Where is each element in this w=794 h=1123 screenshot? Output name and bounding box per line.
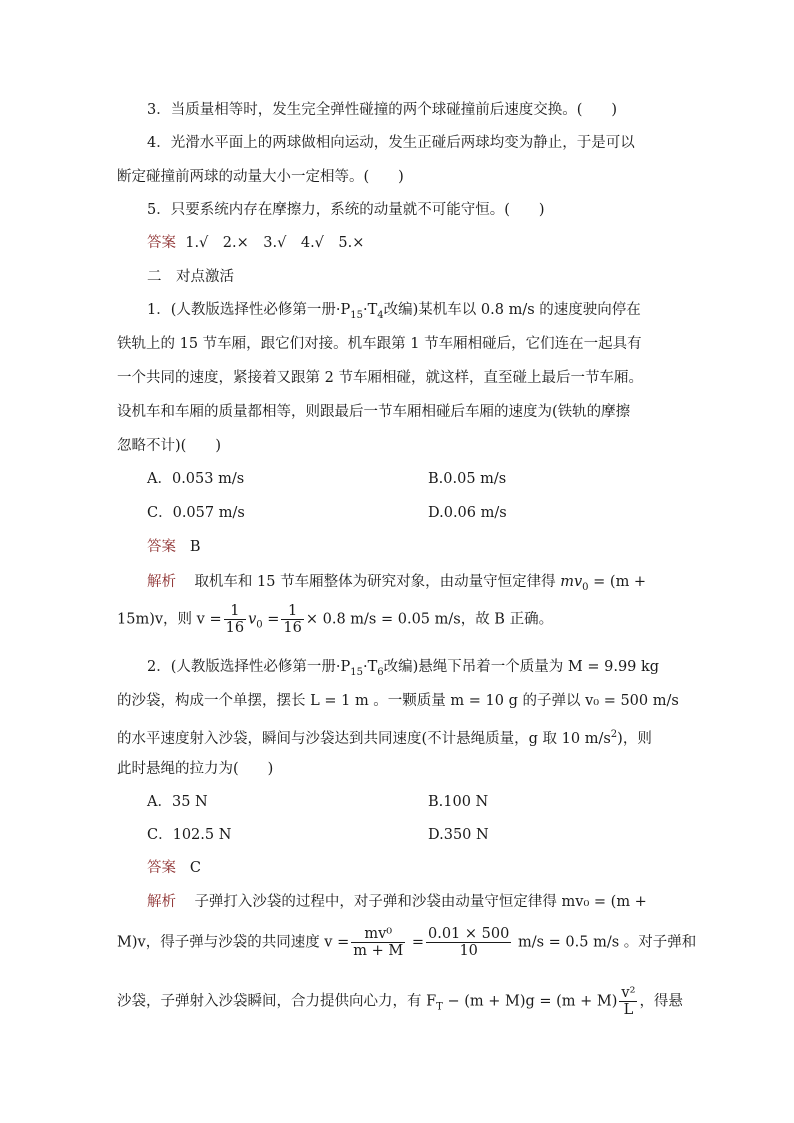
fraction: $\frac{1}{16}$ (225, 603, 245, 636)
problem-2-line3: 的水平速度射入沙袋，瞬间与沙袋达到共同速度(不计悬绳质量，g 取 10 $m/s^2$)，则 (117, 729, 652, 747)
judge-item-4-line2: 断定碰撞前两球的动量大小一定相等。( ) (117, 169, 404, 185)
problem-1-answer (147, 537, 707, 557)
problem-2-line2: 的沙袋，构成一个单摆，摆长 L = 1 m 。一颗质量 m = 10 g 的子弹以 v₀ = 500 m/s (117, 693, 679, 709)
analysis-label: 解析 (147, 894, 176, 910)
problem-2-analysis-line1: 解析 子弹打入沙袋的过程中，对子弹和沙袋由动量守恒定律得 mv₀ = (m + (147, 894, 647, 910)
judge-item-4-line1: 4．光滑水平面上的两球做相向运动，发生正碰后两球均变为静止，于是可以 (147, 135, 635, 151)
problem-1-line5: 忽略不计)( ) (117, 438, 221, 454)
problem-2-line4: 此时悬绳的拉力为( ) (117, 761, 274, 777)
judge-item-3: 3．当质量相等时，发生完全弹性碰撞的两个球碰撞前后速度交换。( ) (147, 102, 618, 118)
judge-answer (147, 233, 707, 253)
problem-1-line3: 一个共同的速度，紧接着又跟第 2 节车厢相碰，就这样，直至碰上最后一节车厢。 (117, 370, 643, 386)
problem-1-stem: 1．(人教版选择性必修第一册$\cdot P_{15}\cdot T_4$改编)某机车以 0.8 m/s 的速度驶向停在 (147, 302, 641, 321)
problem-2-analysis-line2: M)v，得子弹与沙袋的共同速度 v = $\frac{\text{mv⁰}}{m + M}$ = $\frac{0.01 \times 500}{10}$ m/s = 0.5 m/s 。对子弹和 (117, 926, 697, 959)
answer-label: 答案 (147, 539, 176, 555)
problem-1-option-d: D.0.06 m/s (428, 505, 507, 521)
problem-1-line4: 设机车和车厢的质量都相等，则跟最后一节车厢相碰后车厢的速度为(铁轨的摩擦 (117, 404, 631, 420)
answer-value: C (189, 860, 201, 876)
problem-1-option-c: C．0.057 m/s (147, 505, 245, 521)
problem-2-option-b: B.100 N (428, 794, 489, 810)
problem-2-stem: 2．(人教版选择性必修第一册$\cdot P_{15}\cdot T_6$改编)悬绳下吊着一个质量为 M = 9.99 kg (147, 659, 660, 678)
problem-2-analysis-line3: 沙袋，子弹射入沙袋瞬间，合力提供向心力，有 $F_T - (m + M)g = (m + M)$ $\frac{\text{v²}}{L}$ ，得悬 (117, 985, 683, 1018)
fraction: $\frac{\text{v²}}{L}$ (621, 985, 636, 1018)
answer-text: 1.√ 2.× 3.√ 4.√ 5.× (185, 235, 365, 251)
problem-1-analysis-line2: 15m)v，则 v = $\frac{1}{16}$ $v_0$ = $\frac{1}{16}$ × 0.8 m/s = 0.05 m/s，故 B 正确。 (117, 603, 554, 636)
analysis-label: 解析 (147, 574, 176, 590)
fraction: $\frac{1}{16}$ (283, 603, 302, 636)
problem-2-answer (147, 858, 707, 878)
problem-1-option-a: A．0.053 m/s (147, 471, 245, 487)
problem-2-option-a: A．35 N (147, 794, 208, 810)
problem-2-option-c: C．102.5 N (147, 827, 232, 843)
problem-1-line2: 铁轨上的 15 节车厢，跟它们对接。机车跟第 1 节车厢相碰后，它们连在一起具有 (117, 336, 642, 352)
fraction: $\frac{\text{mv⁰}}{m + M}$ (353, 926, 404, 959)
problem-1-option-b: B.0.05 m/s (428, 471, 507, 487)
judge-item-5: 5．只要系统内存在摩擦力，系统的动量就不可能守恒。( ) (147, 202, 545, 218)
fraction: $\frac{0.01 \times 500}{10}$ (428, 926, 510, 959)
answer-label: 答案 (147, 860, 176, 876)
answer-label: 答案 (147, 235, 176, 251)
problem-1-analysis-line1: 解析 取机车和 15 节车厢整体为研究对象，由动量守恒定律得 $mv_0 = (m$ + (147, 574, 647, 593)
problem-2-option-d: D.350 N (428, 827, 489, 843)
section-title: 二 对点激活 (147, 269, 234, 285)
answer-value: B (189, 539, 201, 555)
